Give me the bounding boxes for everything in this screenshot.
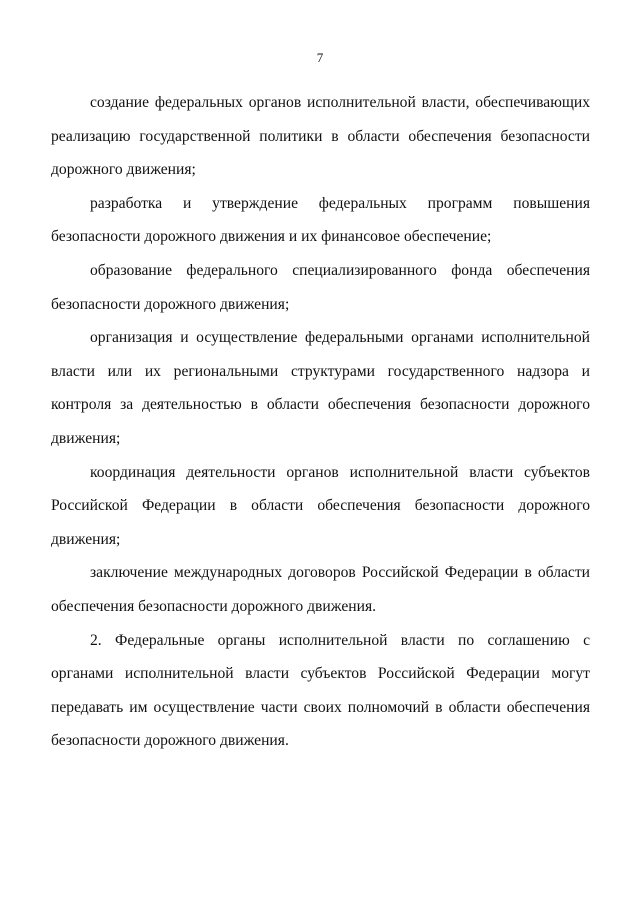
paragraph-international-treaties: заключение международных договоров Российской Федерации в области обеспечения безопасности дорожного движения.	[51, 564, 590, 615]
paragraph-item-2: 2. Федеральные органы исполнительной власти по соглашению с органами исполнительной власти субъектов Российской Федерации могут передавать им осуществление части своих полномочий в области обеспечения безопасности дорожного движения.	[51, 631, 590, 750]
page-number: 7	[316, 50, 324, 65]
paragraph-create-federal-bodies: создание федеральных органов исполнительной власти, обеспечивающих реализацию государственной политики в области обеспечения безопасности дорожного движения;	[51, 94, 590, 179]
paragraph-federal-programs: разработка и утверждение федеральных программ повышения безопасности дорожного движения и их финансовое обеспечение;	[51, 194, 590, 246]
paragraph-coordination: координация деятельности органов исполнительной власти субъектов Российской Федерации в области обеспечения безопасности дорожного движения;	[51, 463, 590, 548]
paragraph-federal-fund: образование федерального специализированного фонда обеспечения безопасности дорожного движения;	[51, 261, 590, 313]
paragraph-state-supervision: организация и осуществление федеральными органами исполнительной власти или их региональными структурами государственного надзора и контроля за деятельностью в области обеспечения безопасности дорожного движения;	[51, 329, 590, 447]
document-body	[51, 86, 590, 758]
